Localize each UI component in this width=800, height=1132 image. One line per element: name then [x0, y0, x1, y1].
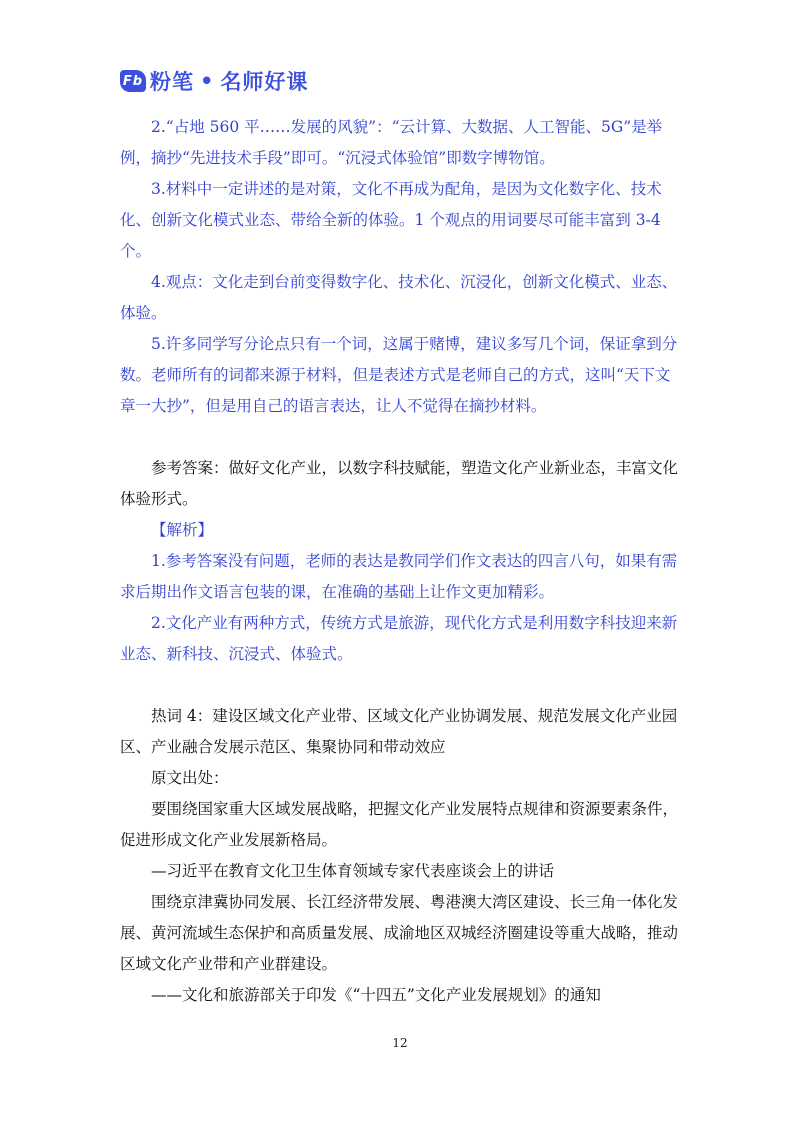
fenbi-logo-icon: Fb [120, 70, 146, 92]
reference-answer: 参考答案：做好文化产业，以数字科技赋能，塑造文化产业新业态，丰富文化体验形式。 [120, 459, 679, 508]
brand-logo [120, 66, 308, 96]
note-paragraph: 3.材料中一定讲述的是对策，文化不再成为配角，是因为文化数字化、技术化、创新文化模式业态、带给全新的体验。1 个观点的用词要尽可能丰富到 3-4 个。 [120, 180, 662, 260]
quote-source: ——文化和旅游部关于印发《“十四五”文化产业发展规划》的通知 [151, 986, 601, 1004]
hotword-heading: 热词 4：建设区域文化产业带、区域文化产业协调发展、规范发展文化产业园区、产业融合发展示范区、集聚协同和带动效应 [120, 707, 678, 756]
note-paragraph: 4.观点：文化走到台前变得数字化、技术化、沉浸化，创新文化模式、业态、体验。 [120, 273, 678, 322]
note-paragraph: 2.“占地 560 平……发展的风貌”：“云计算、大数据、人工智能、5G”是举例，摘抄“先进技术手段”即可。“沉浸式体验馆”即数字博物馆。 [120, 118, 663, 167]
document-body [120, 112, 682, 1011]
analysis-paragraph: 1.参考答案没有问题，老师的表达是教同学们作文表达的四言八句，如果有需求后期出作文语言包装的课，在准确的基础上让作文更加精彩。 [120, 552, 678, 601]
quote-text: 围绕京津冀协同发展、长江经济带发展、粤港澳大湾区建设、长三角一体化发展、黄河流域生态保护和高质量发展、成渝地区双城经济圈建设等重大战略，推动区域文化产业带和产业群建设。 [120, 893, 679, 973]
analysis-paragraph: 2.文化产业有两种方式，传统方式是旅游，现代化方式是利用数字科技迎来新业态、新科技、沉浸式、体验式。 [120, 614, 678, 663]
page-number: 12 [392, 1036, 408, 1050]
brand-name: 粉笔 [150, 70, 194, 94]
quote-text: 要围绕国家重大区域发展战略，把握文化产业发展特点规律和资源要素条件，促进形成文化产业发展新格局。 [120, 800, 679, 849]
source-label: 原文出处： [151, 769, 229, 787]
brand-tagline: 名师好课 [220, 70, 309, 94]
note-paragraph: 5.许多同学写分论点只有一个词，这属于赌博，建议多写几个词，保证拿到分数。老师所有的词都来源于材料，但是表述方式是老师自己的方式，这叫“天下文章一大抄”，但是用自己的语言表达，让人不觉得在摘抄材料。 [120, 335, 678, 415]
brand-separator: • [200, 69, 215, 93]
quote-source: —习近平在教育文化卫生体育领域专家代表座谈会上的讲话 [151, 862, 555, 880]
analysis-label: 【解析】 [151, 521, 214, 539]
